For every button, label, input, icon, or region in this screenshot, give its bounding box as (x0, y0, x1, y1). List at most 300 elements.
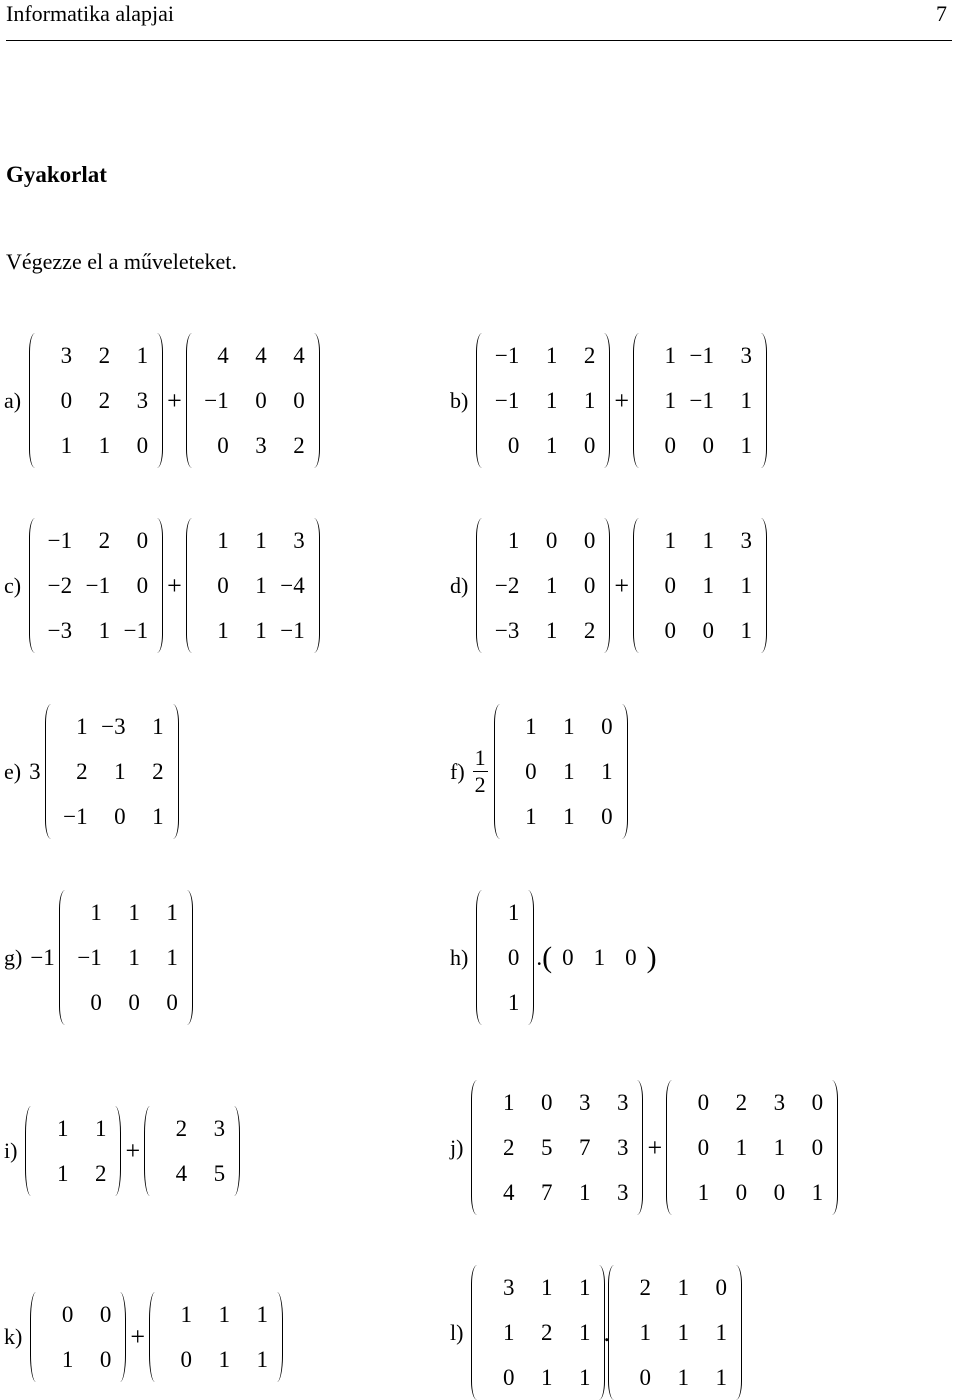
matrix-entry: 1 (218, 1301, 230, 1327)
matrix-entry: 1 (563, 758, 575, 784)
problem-l (450, 1265, 742, 1400)
matrix-entry: −1 (280, 617, 305, 643)
matrix-entry: 0 (502, 1364, 515, 1390)
matrix-row (643, 563, 757, 608)
matrix-entry: −1 (77, 944, 102, 970)
matrix-entry: 5 (213, 1160, 226, 1186)
matrix (186, 518, 320, 653)
matrix-entry: 3 (136, 387, 149, 413)
matrix-entry: 1 (502, 1089, 515, 1115)
right-bracket (730, 1265, 742, 1400)
problem-label: d) (450, 572, 469, 598)
matrix-entry: 0 (166, 989, 178, 1015)
matrix (476, 333, 610, 468)
right-paren: ) (646, 940, 657, 974)
matrix-row (40, 1292, 116, 1337)
matrix-row (643, 608, 757, 653)
matrix-entry: 1 (578, 1179, 591, 1205)
matrix-entry: 2 (175, 1115, 188, 1141)
matrix-row (196, 608, 310, 653)
page-number: 7 (936, 1, 947, 26)
matrix-entry: 1 (545, 342, 558, 368)
right-bracket (181, 890, 193, 1025)
matrix (471, 1265, 605, 1400)
problem-d (450, 518, 767, 653)
matrix-entry: 1 (502, 1319, 515, 1345)
matrix-entry: 1 (702, 527, 714, 553)
problem-label: i) (4, 1138, 18, 1163)
matrix-row (643, 518, 757, 563)
matrix-entry: 0 (60, 387, 73, 413)
left-bracket (608, 1265, 620, 1400)
matrix (633, 333, 767, 468)
matrix-entry: 0 (507, 944, 520, 970)
matrix-entry: 1 (60, 432, 73, 458)
matrix-entry: −1 (689, 342, 714, 368)
matrix-entry: 5 (540, 1134, 553, 1160)
matrix-row (481, 1080, 633, 1125)
right-bracket (167, 704, 179, 839)
matrix-entry: 0 (715, 1274, 727, 1300)
right-bracket (151, 518, 163, 653)
matrix-row (504, 749, 618, 794)
left-bracket (666, 1080, 678, 1215)
left-bracket (45, 704, 57, 839)
matrix-row (39, 608, 153, 653)
operator: + (614, 570, 629, 600)
matrix-entry: 1 (735, 1134, 748, 1160)
matrix-entry: 1 (525, 803, 537, 829)
matrix-entry: 3 (616, 1179, 629, 1205)
matrix-grid (40, 1292, 116, 1382)
matrix-row (481, 1265, 595, 1310)
matrix-entry: 3 (578, 1089, 591, 1115)
matrix-row (39, 333, 153, 378)
matrix-entry: −1 (47, 527, 73, 553)
matrix-entry: 1 (128, 899, 140, 925)
row-entry: 1 (593, 944, 606, 970)
matrix-entry: 1 (98, 617, 111, 643)
left-bracket (30, 1292, 42, 1382)
matrix-entry: 1 (256, 1346, 268, 1372)
matrix-entry: 1 (98, 432, 111, 458)
problem-label: f) (450, 758, 465, 784)
right-bracket (616, 704, 628, 839)
matrix-entry: 0 (601, 713, 613, 739)
matrix-entry: 1 (773, 1134, 786, 1160)
matrix-entry: 2 (540, 1319, 553, 1345)
matrix-row (154, 1106, 230, 1151)
matrix-row (618, 1310, 732, 1355)
matrix-row (35, 1106, 111, 1151)
matrix-entry: 0 (99, 1301, 112, 1327)
matrix-entry: −1 (494, 342, 520, 368)
matrix-row (486, 518, 600, 563)
matrix-entry: −1 (689, 387, 714, 413)
right-bracket (114, 1292, 126, 1382)
fraction (473, 745, 488, 798)
matrix-entry: 0 (773, 1179, 786, 1205)
instruction: Végezze el a műveleteket. (6, 249, 237, 274)
matrix-entry: 1 (114, 758, 126, 784)
matrix-entry: 0 (136, 572, 149, 598)
matrix (633, 518, 767, 653)
problem-label: k) (4, 1324, 23, 1349)
matrix-entry: 2 (76, 758, 88, 784)
fraction-denominator: 2 (474, 772, 486, 797)
operator: + (647, 1132, 663, 1162)
matrix-entry: −2 (47, 572, 73, 598)
operator: + (614, 385, 629, 415)
matrix-entry: 0 (583, 572, 596, 598)
matrix-row (486, 423, 600, 468)
operator: + (125, 1136, 141, 1165)
right-bracket (593, 1265, 605, 1400)
matrix-row (676, 1080, 828, 1125)
matrix-row (481, 1170, 633, 1215)
matrix-entry: 0 (601, 803, 613, 829)
matrix-entry: 2 (94, 1160, 107, 1186)
problem-label: e) (4, 758, 22, 784)
scalar-coefficient: 3 (29, 758, 41, 784)
matrix (149, 1292, 283, 1382)
matrix-entry: 3 (616, 1134, 629, 1160)
matrix-row (39, 423, 153, 468)
right-bracket (151, 333, 163, 468)
matrix-entry: 2 (639, 1274, 651, 1300)
matrix-entry: 0 (255, 387, 267, 413)
problem-label: j) (450, 1134, 464, 1160)
matrix-entry: 1 (152, 713, 164, 739)
matrix-row (504, 794, 618, 839)
left-bracket (476, 333, 488, 468)
right-bracket (522, 890, 534, 1025)
matrix-entry: 1 (507, 527, 520, 553)
matrix-entry: 1 (152, 803, 164, 829)
matrix-entry: 1 (677, 1364, 689, 1390)
matrix-grid (159, 1292, 273, 1382)
matrix-row (55, 794, 169, 839)
matrix-entry: 2 (583, 617, 596, 643)
operator: + (167, 570, 182, 600)
matrix-entry: 7 (578, 1134, 591, 1160)
matrix-entry: 3 (255, 432, 267, 458)
matrix-entry: 1 (563, 803, 575, 829)
matrix-entry: 1 (811, 1179, 824, 1205)
matrix-entry: 3 (60, 342, 73, 368)
matrix-entry: 1 (740, 387, 752, 413)
matrix-entry: 3 (616, 1089, 629, 1115)
matrix-entry: 1 (217, 617, 229, 643)
matrix-grid (154, 1106, 230, 1196)
header-title: Informatika alapjai (6, 1, 174, 26)
matrix-entry: 0 (639, 1364, 651, 1390)
matrix-entry: 0 (697, 1089, 710, 1115)
matrix-entry: 4 (293, 342, 305, 368)
left-bracket (186, 333, 198, 468)
matrix-grid (196, 333, 310, 468)
matrix-entry: 1 (166, 899, 178, 925)
left-paren: ( (542, 940, 553, 974)
matrix (608, 1265, 742, 1400)
matrix-entry: 1 (76, 713, 88, 739)
matrix-entry: 1 (166, 944, 178, 970)
matrix-row (39, 378, 153, 423)
matrix-grid (35, 1106, 111, 1196)
matrix-entry: 3 (213, 1115, 226, 1141)
right-bracket (109, 1106, 121, 1196)
matrix-row (196, 518, 310, 563)
matrix-row (196, 563, 310, 608)
scalar-coefficient: −1 (30, 944, 55, 970)
matrix-row (676, 1125, 828, 1170)
matrix-row (486, 608, 600, 653)
matrix-entry: 0 (114, 803, 126, 829)
matrix-entry: 0 (735, 1179, 748, 1205)
matrix-entry: 2 (152, 758, 164, 784)
matrix-entry: −1 (123, 617, 149, 643)
matrix-entry: 1 (715, 1364, 727, 1390)
matrix-entry: 1 (583, 387, 596, 413)
problem-label: a) (4, 387, 22, 413)
matrix-entry: 0 (293, 387, 305, 413)
matrix (476, 518, 610, 653)
matrix-entry: 1 (525, 713, 537, 739)
matrix-grid (618, 1265, 732, 1400)
matrix-entry: 0 (702, 432, 714, 458)
matrix-row (159, 1337, 273, 1382)
matrix-entry: 1 (601, 758, 613, 784)
matrix-entry: −1 (204, 387, 229, 413)
matrix-grid (69, 890, 183, 1025)
matrix-entry: 1 (639, 1319, 651, 1345)
matrix-row (643, 423, 757, 468)
matrix-entry: 3 (740, 527, 752, 553)
matrix-row (481, 1355, 595, 1400)
matrix-entry: 1 (128, 944, 140, 970)
row-entry: 0 (625, 944, 637, 970)
problem-b (450, 333, 767, 468)
matrix (25, 1106, 121, 1196)
right-bracket (826, 1080, 838, 1215)
right-bracket (308, 518, 320, 653)
matrix-entry: 7 (540, 1179, 553, 1205)
matrix-entry: 0 (811, 1089, 824, 1115)
row-entry: 0 (562, 944, 574, 970)
matrix-entry: 2 (735, 1089, 748, 1115)
matrix-entry: 0 (545, 527, 558, 553)
matrix-row (486, 935, 524, 980)
matrix-entry: 1 (180, 1301, 192, 1327)
matrix-entry: 1 (507, 989, 520, 1015)
header-rule (6, 40, 952, 41)
matrix-entry: 1 (545, 572, 558, 598)
matrix-entry: 0 (702, 617, 714, 643)
matrix-entry: 1 (578, 1319, 591, 1345)
matrix-entry: 0 (664, 572, 676, 598)
left-bracket (29, 518, 41, 653)
matrix-entry: 0 (540, 1089, 553, 1115)
matrix-entry: 2 (583, 342, 596, 368)
matrix-entry: 0 (90, 989, 102, 1015)
matrix-row (55, 749, 169, 794)
matrix-grid (55, 704, 169, 839)
matrix-entry: 1 (90, 899, 102, 925)
matrix-entry: 1 (540, 1274, 553, 1300)
right-bracket (755, 333, 767, 468)
matrix-row (676, 1170, 828, 1215)
matrix-grid (486, 518, 600, 653)
left-bracket (633, 518, 645, 653)
matrix-row (69, 980, 183, 1025)
matrix-entry: 1 (578, 1274, 591, 1300)
matrix-entry: 3 (740, 342, 752, 368)
matrix-entry: 3 (502, 1274, 515, 1300)
matrix-entry: −3 (101, 713, 126, 739)
matrix-row (196, 423, 310, 468)
problem-label: h) (450, 944, 469, 970)
matrix-entry: 1 (664, 342, 676, 368)
matrix-entry: 3 (773, 1089, 786, 1115)
operator: + (130, 1322, 145, 1351)
matrix-grid (39, 333, 153, 468)
matrix-row (486, 333, 600, 378)
matrix-entry: 1 (255, 527, 267, 553)
matrix-entry: 0 (664, 432, 676, 458)
problem-a (4, 333, 320, 468)
matrix-entry: 1 (702, 572, 714, 598)
right-bracket (308, 333, 320, 468)
matrix-entry: 4 (175, 1160, 188, 1186)
left-bracket (494, 704, 506, 839)
problem-e (4, 704, 179, 839)
right-bracket (631, 1080, 643, 1215)
problem-label: b) (450, 387, 469, 413)
problem-label: c) (4, 572, 22, 598)
matrix-entry: 0 (128, 989, 140, 1015)
matrix-entry: 0 (180, 1346, 192, 1372)
matrix-row (486, 378, 600, 423)
matrix-entry: 1 (507, 899, 520, 925)
matrix-row (69, 935, 183, 980)
left-bracket (149, 1292, 161, 1382)
matrix-entry: 1 (715, 1319, 727, 1345)
matrix-entry: −3 (494, 617, 520, 643)
matrix-entry: 0 (583, 527, 596, 553)
right-bracket (755, 518, 767, 653)
matrix-row (486, 890, 524, 935)
matrix-row (196, 333, 310, 378)
matrix-entry: 0 (217, 432, 229, 458)
left-bracket (25, 1106, 37, 1196)
matrix-entry: −1 (494, 387, 520, 413)
left-bracket (144, 1106, 156, 1196)
matrix-entry: 1 (255, 572, 267, 598)
fraction-numerator: 1 (474, 745, 486, 770)
dot-operator: . (536, 944, 543, 970)
matrix-row (35, 1151, 111, 1196)
matrix-entry: 1 (677, 1319, 689, 1345)
right-bracket (598, 333, 610, 468)
matrix-entry: 1 (256, 1301, 268, 1327)
matrix-entry: 2 (98, 342, 111, 368)
matrix-entry: 0 (136, 527, 149, 553)
matrix-row (486, 980, 524, 1025)
matrix-entry: 0 (136, 432, 149, 458)
left-bracket (186, 518, 198, 653)
right-bracket (271, 1292, 283, 1382)
matrix-entry: 1 (664, 387, 676, 413)
matrix-row (69, 890, 183, 935)
matrix-entry: −2 (494, 572, 520, 598)
problem-j (450, 1080, 838, 1215)
matrix-grid (643, 518, 757, 653)
problem-g (4, 890, 193, 1025)
problem-i (4, 1106, 240, 1196)
matrix (29, 518, 163, 653)
matrix-row (618, 1355, 732, 1400)
matrix-entry: 4 (502, 1179, 515, 1205)
problem-k (4, 1292, 283, 1382)
matrix-entry: 1 (697, 1179, 710, 1205)
operator: . (603, 1317, 610, 1347)
matrix-entry: 1 (61, 1346, 74, 1372)
left-bracket (59, 890, 71, 1025)
matrix-entry: 1 (218, 1346, 230, 1372)
matrix-row (486, 563, 600, 608)
matrix (494, 704, 628, 839)
matrix-entry: 1 (664, 527, 676, 553)
matrix-row (40, 1337, 116, 1382)
matrix-row (481, 1125, 633, 1170)
matrix (45, 704, 179, 839)
matrix-entry: 1 (136, 342, 149, 368)
left-bracket (471, 1080, 483, 1215)
matrix-entry: 1 (740, 572, 752, 598)
problem-label: g) (4, 944, 23, 970)
matrix-entry: 2 (98, 387, 111, 413)
matrix (666, 1080, 838, 1215)
matrix-entry: 1 (545, 387, 558, 413)
matrix-grid (486, 333, 600, 468)
matrix-entry: 4 (217, 342, 229, 368)
matrix-grid (643, 333, 757, 468)
matrix-entry: 2 (293, 432, 305, 458)
problem-h (450, 890, 657, 1025)
matrix-entry: 1 (540, 1364, 553, 1390)
left-bracket (471, 1265, 483, 1400)
matrix-entry: 0 (583, 432, 596, 458)
matrix-entry: 1 (677, 1274, 689, 1300)
matrix-grid (676, 1080, 828, 1215)
matrix-row (39, 518, 153, 563)
matrix-row (643, 333, 757, 378)
matrix-entry: 1 (217, 527, 229, 553)
matrix-entry: 3 (293, 527, 305, 553)
matrix-entry: 1 (255, 617, 267, 643)
matrix-grid (481, 1265, 595, 1400)
matrix-entry: 1 (545, 432, 558, 458)
matrix-entry: 0 (697, 1134, 710, 1160)
matrix-grid (39, 518, 153, 653)
matrix-entry: 1 (545, 617, 558, 643)
section-title: Gyakorlat (6, 162, 107, 187)
matrix-entry: 2 (98, 527, 111, 553)
matrix-grid (481, 1080, 633, 1215)
row-vector (536, 941, 656, 975)
matrix-row (55, 704, 169, 749)
matrix-row (39, 563, 153, 608)
